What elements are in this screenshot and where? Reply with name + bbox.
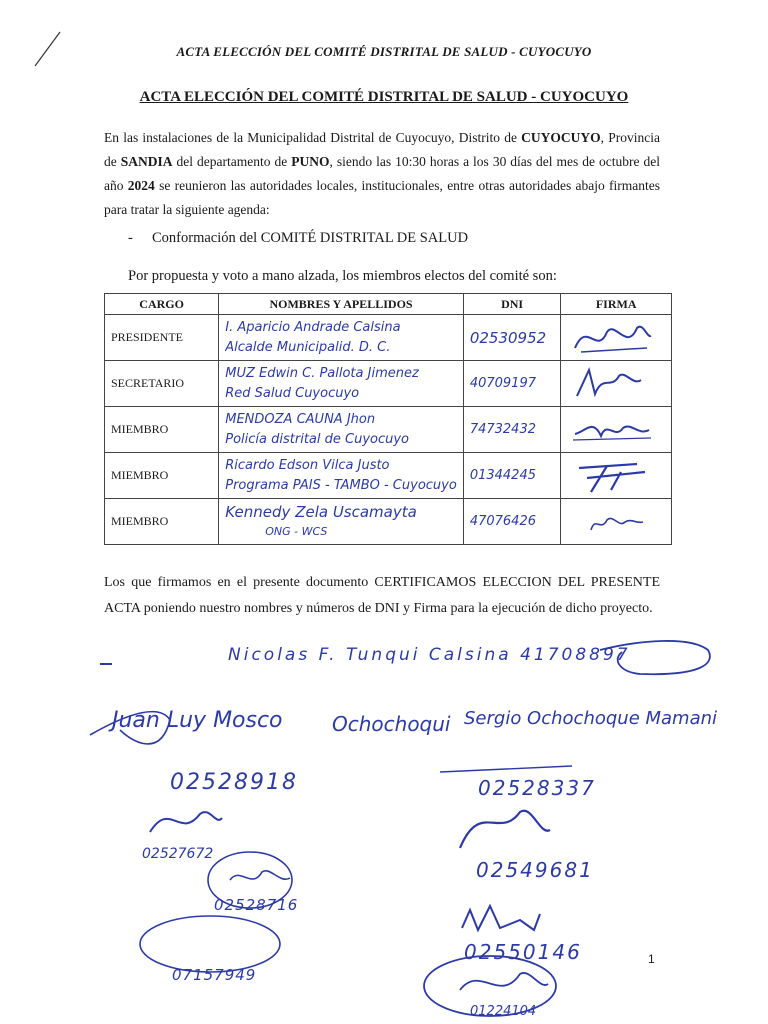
cell-cargo: MIEMBRO <box>105 453 219 499</box>
member-name: Kennedy Zela Uscamayta <box>225 502 417 521</box>
member-role: Alcalde Municipalid. D. C. <box>225 339 391 355</box>
certification-paragraph: Los que firmamos en el presente documento CERTIFICAMOS ELECCION DEL PRESENTE ACTA poniendo nuestro nombres y números de DNI y Firma para la ejecución de dicho proyecto. <box>104 575 660 616</box>
member-role: Programa PAIS - TAMBO - Cuyocuyo <box>225 477 457 493</box>
intro-text-1: En las instalaciones de la Municipalidad Distrital de Cuyocuyo, Distrito de <box>104 130 522 145</box>
intro-bold-year: 2024 <box>127 178 155 193</box>
proposal-text: Por propuesta y voto a mano alzada, los miembros electos del comité son: <box>128 268 557 284</box>
signatory-dni-2: 02528337 <box>478 776 596 800</box>
cell-cargo: PRESIDENTE <box>105 315 219 361</box>
cell-cargo: MIEMBRO <box>105 407 219 453</box>
signatory-dni-5: 02528716 <box>214 896 299 914</box>
intro-text-4: , siendo las 10:30 horas a los 30 días del mes de octubre del año <box>104 154 661 193</box>
intro-text-2: , Provincia de <box>104 130 660 169</box>
header-nombres: NOMBRES Y APELLIDOS <box>219 294 464 315</box>
member-role: ONG - WCS <box>265 524 328 538</box>
intro-bold-province: SANDIA <box>120 154 173 169</box>
signatory-dni-1: 02528918 <box>170 770 298 795</box>
signatory-name-4: Sergio Ochochoque Mamani <box>464 708 718 729</box>
signatory-dni-7: 02550146 <box>464 940 582 964</box>
agenda-dash: - <box>128 230 133 246</box>
member-role: Red Salud Cuyocuyo <box>225 385 360 401</box>
member-name: I. Aparicio Andrade Calsina <box>225 319 401 335</box>
intro-bold-district: CUYOCUYO <box>521 130 601 145</box>
cell-cargo: MIEMBRO <box>105 499 219 545</box>
document-title: ACTA ELECCIÓN DEL COMITÉ DISTRITAL DE SALUD - CUYOCUYO <box>139 89 629 105</box>
page-number: 1 <box>648 952 655 966</box>
member-dni: 40709197 <box>469 375 536 391</box>
intro-bold-department: PUNO <box>291 154 330 169</box>
member-name: MENDOZA CAUNA Jhon <box>225 411 376 427</box>
member-role: Policía distrital de Cuyocuyo <box>225 431 410 447</box>
member-dni: 01344245 <box>469 467 536 483</box>
signatory-name-1: Nicolas F. Tunqui Calsina 41708897 <box>228 645 631 665</box>
member-dni: 47076426 <box>469 513 536 529</box>
member-dni: 74732432 <box>469 421 536 437</box>
page-header: ACTA ELECCIÓN DEL COMITÉ DISTRITAL DE SALUD - CUYOCUYO <box>176 44 592 59</box>
member-dni: 02530952 <box>469 328 547 347</box>
signatory-dni-3: 02527672 <box>142 846 214 862</box>
member-name: Ricardo Edson Vilca Justo <box>225 457 390 473</box>
member-name: MUZ Edwin C. Pallota Jimenez <box>225 365 419 381</box>
agenda-text: Conformación del COMITÉ DISTRITAL DE SALUD <box>152 230 469 246</box>
signatory-name-3: Ochochoqui <box>332 712 451 736</box>
header-cargo: CARGO <box>105 294 219 315</box>
signatory-dni-4: 02549681 <box>476 858 594 882</box>
signatory-name-2: Juan Luy Mosco <box>112 708 283 733</box>
signatory-dni-6: 07157949 <box>172 966 257 984</box>
header-dni: DNI <box>463 294 561 315</box>
header-firma: FIRMA <box>561 294 672 315</box>
cell-cargo: SECRETARIO <box>105 361 219 407</box>
intro-text-5: se reunieron las autoridades locales, institucionales, entre otras autoridades abajo firmantes para tratar la siguiente agenda: <box>104 178 660 217</box>
intro-text-3: del departamento de <box>172 154 292 169</box>
signatory-dni-8: 01224104 <box>470 1004 537 1019</box>
